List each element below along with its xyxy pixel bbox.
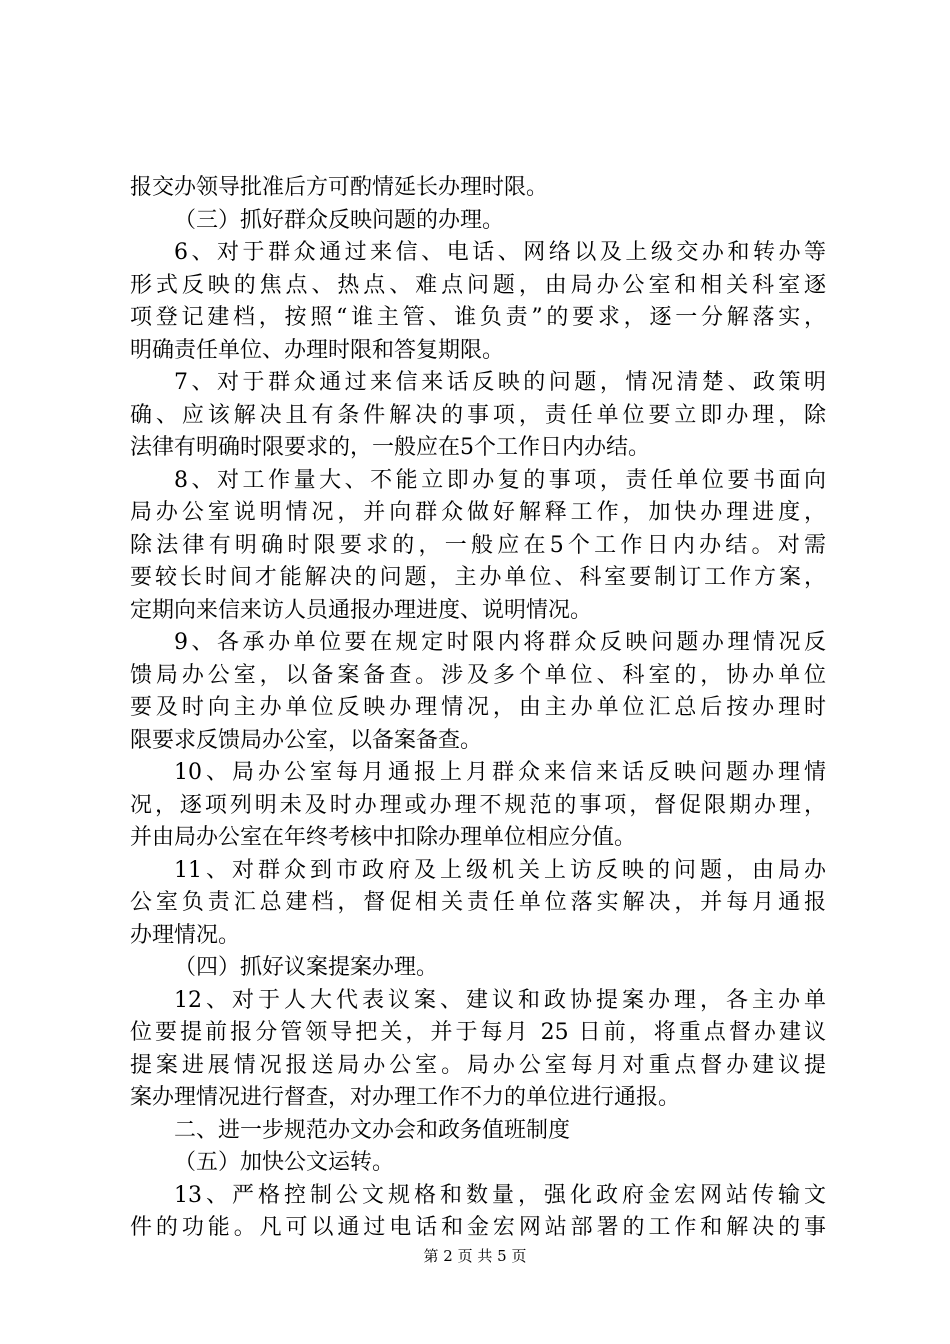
text-line: 定期向来信来访人员通报办理进度、说明情况。 [130, 597, 593, 623]
text-line: 12、对于人大代表议案、建议和政协提案办理，各主办单 [174, 987, 826, 1013]
text-line: 项登记建档，按照“谁主管、谁负责”的要求，逐一分解落实， [130, 305, 826, 330]
text-line: 限要求反馈局办公室，以备案备查。 [130, 727, 483, 753]
text-line: 6、对于群众通过来信、电话、网络以及上级交办和转办等 [174, 240, 826, 265]
text-line: 况，逐项列明未及时办理或办理不规范的事项，督促限期办理， [130, 792, 826, 818]
text-line: 13、严格控制公文规格和数量，强化政府金宏网站传输文 [174, 1182, 826, 1208]
text-line: 案办理情况进行督查，对办理工作不力的单位进行通报。 [130, 1085, 681, 1110]
text-line: 要较长时间才能解决的问题，主办单位、科室要制订工作方案， [130, 565, 826, 590]
text-line: 要及时向主办单位反映办理情况，由主办单位汇总后按办理时 [130, 695, 826, 720]
text-line: 提案进展情况报送局办公室。局办公室每月对重点督办建议提 [130, 1052, 826, 1078]
text-line: （五）加快公文运转。 [174, 1150, 395, 1175]
text-line: 确、应该解决且有条件解决的事项，责任单位要立即办理，除 [130, 402, 826, 428]
text-line: 并由局办公室在年终考核中扣除办理单位相应分值。 [130, 825, 637, 850]
text-line: 公室负责汇总建档，督促相关责任单位落实解决，并每月通报 [130, 890, 826, 915]
text-line: 7、对于群众通过来信来话反映的问题，情况清楚、政策明 [174, 370, 826, 395]
text-line: 办理情况。 [130, 922, 241, 948]
text-line: 报交办领导批准后方可酌情延长办理时限。 [130, 175, 549, 200]
text-line: 位要提前报分管领导把关，并于每月 25 日前，将重点督办建议 [130, 1020, 826, 1045]
page-footer: 第 2 页 共 5 页 [423, 1247, 527, 1265]
text-line: 法律有明确时限要求的，一般应在5个工作日内办结。 [130, 435, 650, 460]
text-line: 二、进一步规范办文办会和政务值班制度 [174, 1117, 571, 1143]
text-line: 明确责任单位、办理时限和答复期限。 [130, 337, 505, 363]
text-line: 形式反映的焦点、热点、难点问题，由局办公室和相关科室逐 [130, 272, 826, 298]
text-line: 除法律有明确时限要求的，一般应在5个工作日内办结。对需 [130, 532, 826, 558]
text-line: 馈局办公室，以备案备查。涉及多个单位、科室的，协办单位 [130, 662, 826, 688]
document-body [130, 172, 826, 1245]
text-line: 件的功能。凡可以通过电话和金宏网站部署的工作和解决的事 [130, 1215, 826, 1240]
text-line: 9、各承办单位要在规定时限内将群众反映问题办理情况反 [174, 630, 826, 655]
text-line: 10、局办公室每月通报上月群众来信来话反映问题办理情 [174, 760, 826, 785]
text-line: 11、对群众到市政府及上级机关上访反映的问题，由局办 [174, 857, 826, 883]
text-line: （三）抓好群众反映问题的办理。 [174, 207, 505, 233]
text-line: 8、对工作量大、不能立即办复的事项，责任单位要书面向 [174, 467, 826, 493]
text-line: （四）抓好议案提案办理。 [174, 955, 439, 980]
text-line: 局办公室说明情况，并向群众做好解释工作，加快办理进度， [130, 500, 826, 525]
